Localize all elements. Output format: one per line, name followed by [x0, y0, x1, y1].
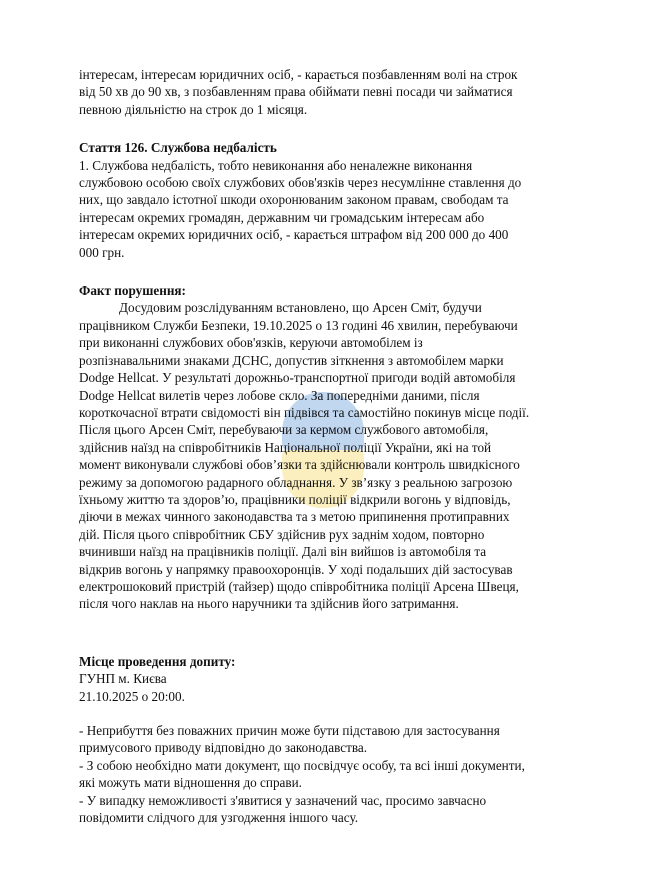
- violation-line: дій. Після цього співробітник СБУ здійснив рух заднім ходом, повторно: [79, 526, 485, 542]
- intro-line: інтересам, інтересам юридичних осіб, - карається позбавленням волі на строк: [79, 67, 518, 82]
- note-line: примусового приводу відповідно до законодавства.: [79, 740, 368, 756]
- violation-line: Після цього Арсен Сміт, перебуваючи за кермом службового автомобіля,: [79, 422, 489, 438]
- note-line: - У випадку неможливості з'явитися у зазначений час, просимо завчасно: [79, 792, 487, 808]
- intro-line: від 50 хв до 90 хв, з позбавленням права обіймати певні посади чи займатися: [79, 84, 513, 100]
- article-line: службовою особою своїх службових обов'язків через несумлінне ставлення до: [79, 175, 522, 191]
- location-datetime: 21.10.2025 о 20:00.: [79, 688, 185, 704]
- article-section: [79, 139, 579, 261]
- article-title: Стаття 126. Службова недбалість: [79, 140, 277, 156]
- document-page: [79, 66, 579, 826]
- location-place: ГУНП м. Києва: [79, 671, 167, 687]
- violation-line: працівником Служби Безпеки, 19.10.2025 о 13 годині 46 хвилин, перебуваючи: [79, 317, 518, 333]
- violation-line: діючи в межах чинного законодавства та з метою припинення протиправних: [79, 509, 510, 525]
- note-line: повідомити слідчого для узгодження іншого часу.: [79, 810, 359, 826]
- location-section: [79, 653, 579, 705]
- violation-line: їхньому життю та здоров’ю, працівники поліції відкрили вогонь у відповідь,: [79, 491, 511, 507]
- location-title: Місце проведення допиту:: [79, 653, 236, 669]
- intro-line: певною діяльністю на строк до 1 місяця.: [79, 101, 308, 117]
- article-line: них, що завдало істотної шкоди охоронюваним законом правам, свободам та: [79, 192, 509, 208]
- violation-line: здійснив наїзд на співробітників Національної поліції України, які на той: [79, 439, 492, 455]
- violation-line: Dodge Hellcat. У результаті дорожньо-транспортної пригоди водій автомобіля: [79, 370, 516, 386]
- violation-line: при виконанні службових обов'язків, керуючи автомобілем із: [79, 335, 423, 351]
- violation-section: [79, 282, 579, 613]
- note-line: - З собою необхідно мати документ, що посвідчує особу, та всі інші документи,: [79, 757, 525, 773]
- violation-line: після чого наклав на нього наручники та здійснив його затримання.: [79, 596, 459, 612]
- note-line: які можуть мати відношення до справи.: [79, 775, 302, 791]
- violation-line: відкрив вогонь у напрямку правоохоронців. У ході подальших дій застосував: [79, 561, 513, 577]
- violation-line: режиму за допомогою радарного обладнання. У зв’язку з реальною загрозою: [79, 474, 513, 490]
- article-line: 1. Службова недбалість, тобто невиконання або неналежне виконання: [79, 157, 473, 173]
- violation-line: Досудовим розслідуванням встановлено, що Арсен Сміт, будучи: [119, 300, 482, 316]
- violation-line: Dodge Hellcat вилетів через лобове скло. За попередніми даними, після: [79, 387, 480, 403]
- article-line: інтересам окремих юридичних осіб, - карається штрафом від 200 000 до 400: [79, 227, 509, 243]
- violation-line: електрошоковий пристрій (тайзер) щодо співробітника поліції Арсена Швеця,: [79, 578, 519, 594]
- notes-section: [79, 722, 579, 826]
- violation-title: Факт порушення:: [79, 283, 186, 299]
- violation-line: момент виконували службові обов’язки та здійснювали контроль швидкісного: [79, 457, 520, 473]
- article-line: інтересам окремих громадян, державним чи громадським інтересам або: [79, 209, 485, 225]
- intro-paragraph: [79, 66, 579, 118]
- violation-line: вчинивши наїзд на працівників поліції. Далі він вийшов із автомобіля та: [79, 544, 487, 560]
- note-line: - Неприбуття без поважних причин може бути підставою для застосування: [79, 723, 500, 738]
- article-line: 000 грн.: [79, 244, 125, 260]
- violation-line: короткочасної втрати свідомості він підвівся та самостійно покинув місце події.: [79, 404, 530, 420]
- violation-line: розпізнавальними знаками ДСНС, допустив зіткнення з автомобілем марки: [79, 352, 504, 368]
